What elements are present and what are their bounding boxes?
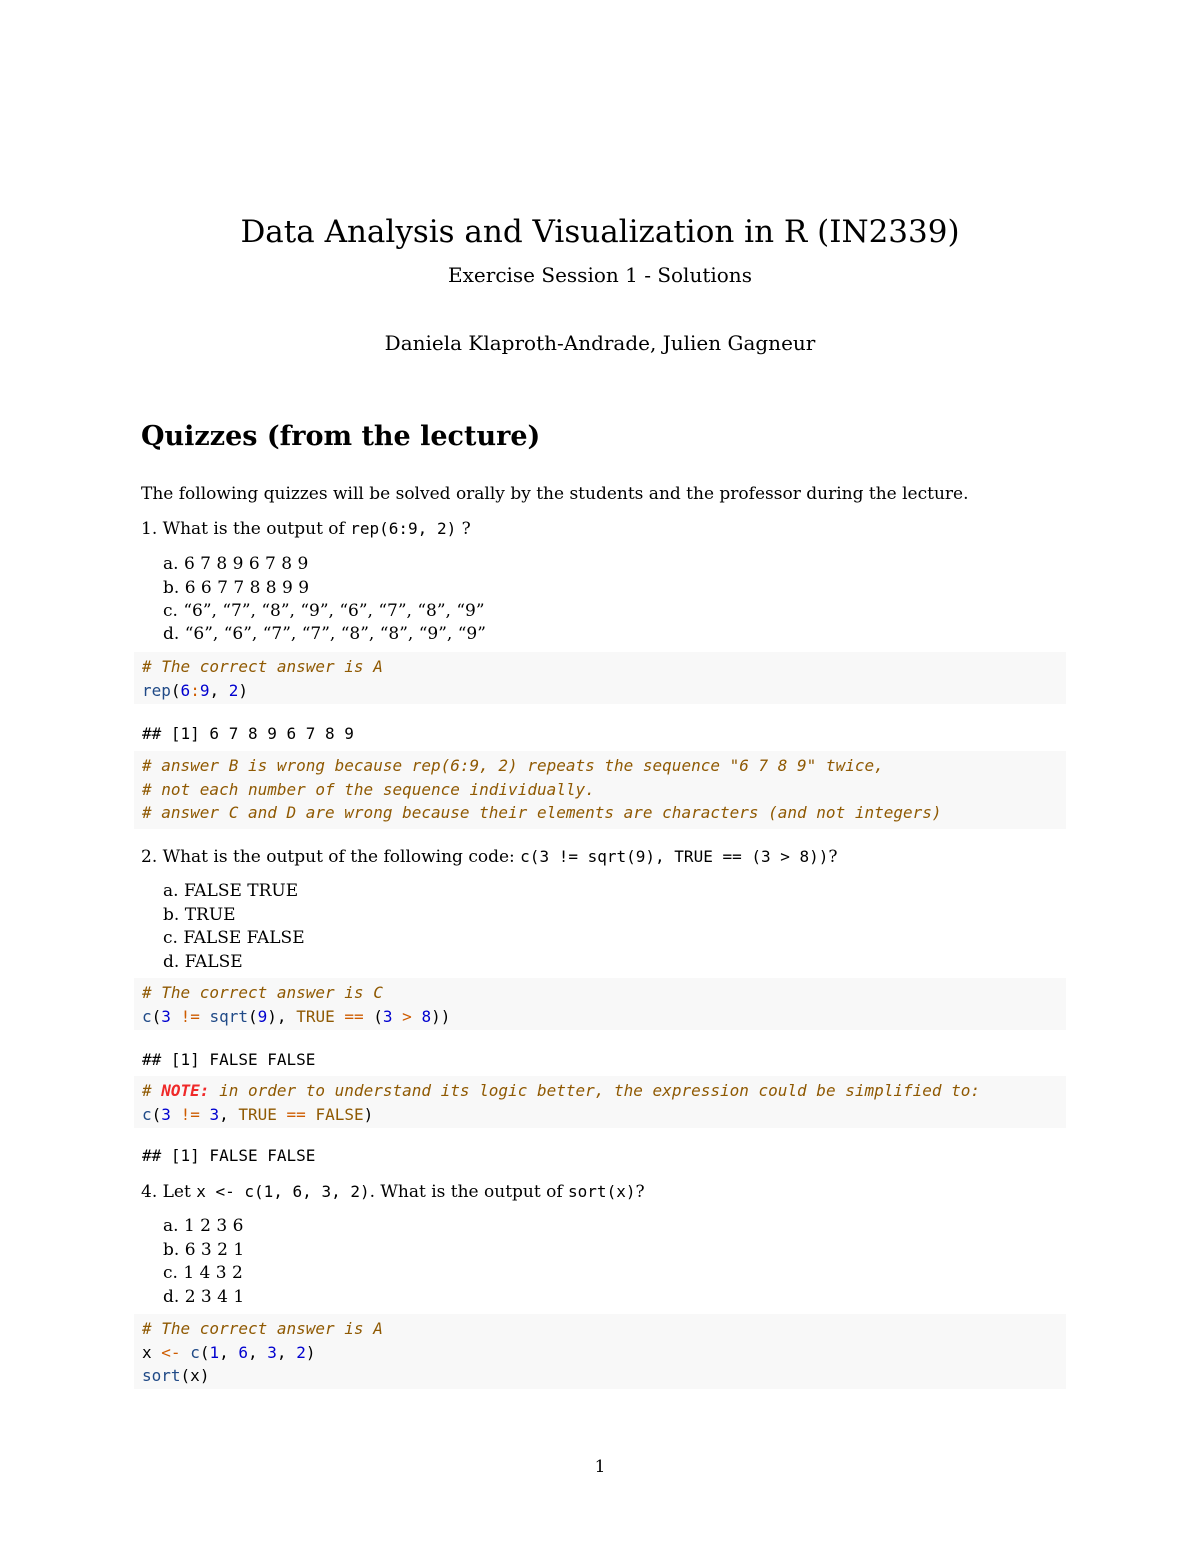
question-4-prefix: 4. Let	[141, 1182, 197, 1202]
question-2-note-block: # NOTE: in order to understand its logic better, the expression could be simplified to: c(3 != 3, TRUE == FALSE)	[134, 1076, 1066, 1128]
question-1-code: rep(6:9, 2)	[350, 519, 457, 538]
question-1-output: ## [1] 6 7 8 9 6 7 8 9	[142, 724, 354, 743]
code-function: sort	[142, 1366, 181, 1385]
question-1-option-a: a. 6 7 8 9 6 7 8 9	[163, 554, 309, 574]
code-number: 2	[296, 1342, 306, 1362]
question-2-option-b: b. TRUE	[163, 905, 236, 925]
question-4-suffix: ?	[635, 1182, 645, 1202]
code-number: 9	[257, 1006, 268, 1026]
code-operator: :	[190, 680, 200, 700]
question-1-option-b: b. 6 6 7 7 8 8 9 9	[163, 578, 310, 598]
code-comment: # answer B is wrong because rep(6:9, 2) repeats the sequence "6 7 8 9" twice,	[142, 756, 884, 775]
code-paren: )	[238, 680, 249, 700]
section-intro: The following quizzes will be solved orally by the students and the professor during the lecture.	[141, 484, 969, 504]
question-1-suffix: ?	[456, 519, 471, 539]
code-comment: #	[142, 1081, 162, 1100]
question-2-suffix: ?	[828, 847, 838, 867]
code-operator: !=	[180, 1104, 200, 1124]
code-function: rep	[142, 680, 171, 700]
code-comment: # answer C and D are wrong because their elements are characters (and not integers)	[142, 803, 942, 822]
question-2-output-2: ## [1] FALSE FALSE	[142, 1146, 316, 1165]
question-1	[141, 517, 471, 541]
section-heading: Quizzes (from the lecture)	[141, 421, 541, 452]
page-number: 1	[594, 1457, 606, 1477]
question-1-option-c: c. “6”, “7”, “8”, “9”, “6”, “7”, “8”, “9”	[163, 601, 485, 621]
code-operator: !=	[180, 1006, 200, 1026]
code-operator: ==	[344, 1006, 364, 1026]
code-alert: NOTE:	[161, 1081, 210, 1100]
question-1-code-block	[134, 652, 1066, 704]
code-number: 1	[209, 1342, 220, 1362]
question-4-option-b: b. 6 3 2 1	[163, 1240, 245, 1260]
question-2-prefix: 2. What is the output of the following code:	[141, 847, 521, 867]
code-comment: # The correct answer is A	[142, 657, 383, 676]
code-variable: x	[190, 1366, 200, 1385]
question-2-output: ## [1] FALSE FALSE	[142, 1050, 316, 1069]
code-number: 3	[267, 1342, 277, 1362]
code-number: 3	[161, 1006, 171, 1026]
code-operator: >	[402, 1006, 412, 1026]
code-number: 2	[228, 680, 239, 700]
code-number: 3	[209, 1104, 220, 1124]
question-2-code: c(3 != sqrt(9), TRUE == (3 > 8))	[520, 847, 829, 866]
question-1-prefix: 1. What is the output of	[141, 519, 351, 539]
code-number: 3	[382, 1006, 393, 1026]
question-4-option-a: a. 1 2 3 6	[163, 1216, 244, 1236]
question-1-option-d: d. “6”, “6”, “7”, “7”, “8”, “8”, “9”, “9”	[163, 624, 486, 644]
code-number: 6	[180, 680, 191, 700]
question-2-option-d: d. FALSE	[163, 952, 243, 972]
question-2	[141, 845, 838, 869]
code-function: c	[190, 1342, 200, 1362]
code-function: sqrt	[209, 1006, 248, 1026]
question-4	[141, 1180, 645, 1204]
code-number: 8	[421, 1006, 432, 1026]
question-4-code-block: # The correct answer is A x <- c(1, 6, 3, 2) sort(x)	[134, 1314, 1066, 1389]
code-paren: (	[170, 680, 181, 700]
code-comment: in order to understand its logic better, the expression could be simplified to:	[209, 1081, 981, 1100]
question-2-option-a: a. FALSE TRUE	[163, 881, 299, 901]
code-comment: # not each number of the sequence individually.	[142, 779, 595, 799]
question-2-code-block: # The correct answer is C c(3 != sqrt(9), TRUE == (3 > 8))	[134, 978, 1066, 1030]
document-authors: Daniela Klaproth-Andrade, Julien Gagneur	[384, 331, 816, 355]
code-constant: TRUE	[296, 1006, 335, 1026]
code-comment: # The correct answer is C	[142, 983, 383, 1002]
code-operator: ==	[286, 1104, 306, 1124]
code-operator: <-	[161, 1342, 181, 1362]
document-subtitle: Exercise Session 1 - Solutions	[448, 263, 752, 287]
code-number: 6	[238, 1342, 249, 1362]
code-function: c	[142, 1104, 152, 1124]
question-4-option-c: c. 1 4 3 2	[163, 1263, 243, 1283]
code-constant: TRUE	[238, 1104, 277, 1124]
question-4-option-d: d. 2 3 4 1	[163, 1287, 245, 1307]
code-constant: FALSE	[315, 1104, 364, 1124]
code-comment: # The correct answer is A	[142, 1319, 383, 1338]
code-number: 9	[199, 680, 210, 700]
code-function: c	[142, 1006, 152, 1026]
question-4-code-2: sort(x)	[568, 1182, 636, 1201]
code-number: 3	[161, 1104, 171, 1124]
question-4-code: x <- c(1, 6, 3, 2)	[196, 1182, 370, 1201]
question-2-option-c: c. FALSE FALSE	[163, 928, 305, 948]
document-title: Data Analysis and Visualization in R (IN2339)	[240, 214, 960, 250]
code-comma: ,	[209, 680, 229, 700]
question-1-notes-block	[134, 751, 1066, 829]
code-variable: x	[142, 1342, 152, 1362]
question-4-middle: . What is the output of	[369, 1182, 569, 1202]
